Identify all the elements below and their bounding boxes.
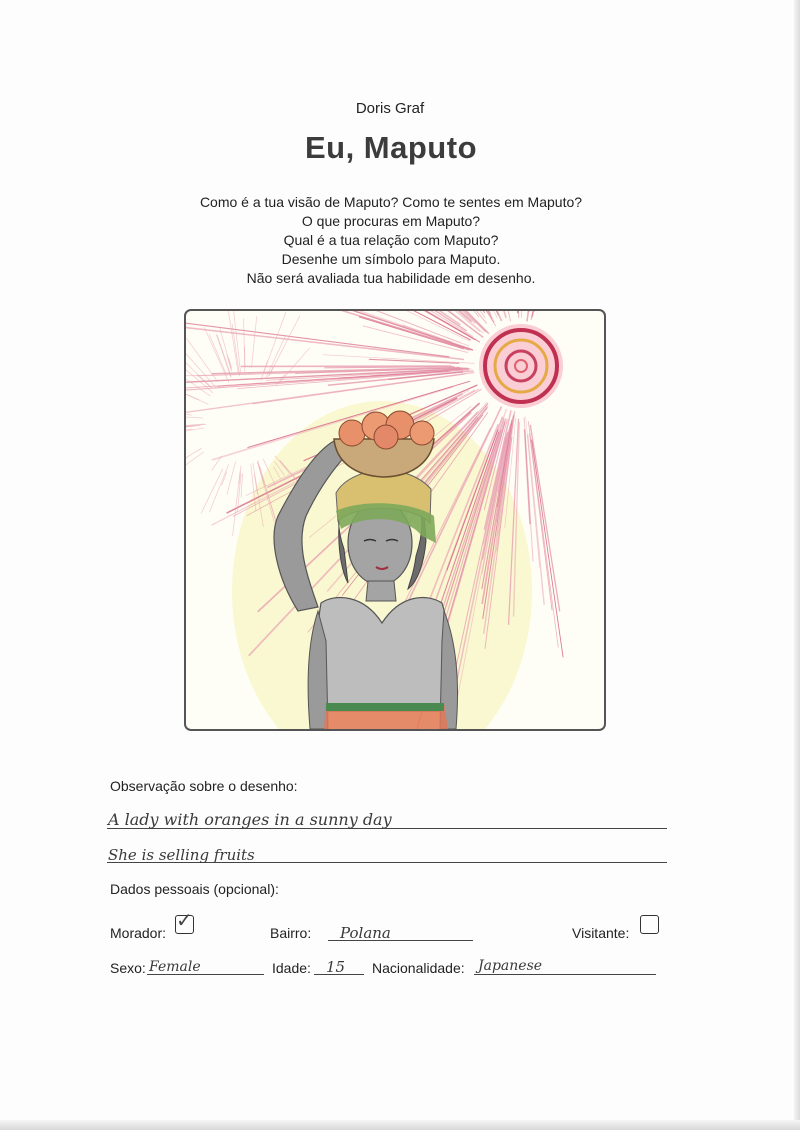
ray-stroke <box>186 413 192 415</box>
sun-ray-stroke <box>323 355 474 364</box>
sun-ray-stroke <box>534 311 597 312</box>
question-line: Não será avaliada tua habilidade em desenho. <box>246 270 536 286</box>
ray-stroke <box>186 413 203 418</box>
ray-stroke <box>227 356 232 372</box>
visitante-label: Visitante: <box>572 925 630 941</box>
sexo-label: Sexo: <box>110 960 146 976</box>
sun-ray-stroke <box>521 311 524 317</box>
ray-stroke <box>227 461 236 494</box>
drawing-illustration <box>186 311 604 729</box>
personal-data-label: Dados pessoais (opcional): <box>110 881 279 897</box>
prompt-questions <box>0 193 782 288</box>
ray-stroke <box>261 312 286 381</box>
morador-label: Morador: <box>110 925 167 941</box>
page-title: Eu, Maputo <box>304 130 478 165</box>
question-line: Qual é a tua relação com Maputo? <box>283 232 499 248</box>
sexo-value: Female <box>149 959 201 975</box>
sun-ray-stroke <box>527 311 549 321</box>
ray-stroke <box>241 474 243 498</box>
ray-stroke <box>186 428 204 437</box>
observation-text-1: A lady with oranges in a sunny day <box>108 810 392 829</box>
bairro-label: Bairro: <box>270 925 312 941</box>
author-name: Doris Graf <box>355 100 425 117</box>
sun-ray-stroke <box>402 325 452 342</box>
page-edge-shadow-bottom <box>0 1120 800 1130</box>
ray-stroke <box>251 316 256 367</box>
sun-icon <box>479 324 563 408</box>
nacionalidade-field[interactable] <box>474 974 656 975</box>
nacionalidade-label: Nacionalidade: <box>372 960 465 976</box>
ray-stroke <box>186 360 210 396</box>
idade-value: 15 <box>326 958 346 976</box>
ray-stroke <box>186 452 204 474</box>
drawing-frame <box>184 309 606 731</box>
checkmark-icon: ✓ <box>176 910 193 932</box>
page-edge-shadow <box>794 0 800 1130</box>
observation-label: Observação sobre o desenho: <box>110 778 298 794</box>
bairro-value: Polana <box>340 924 391 942</box>
nacionalidade-value: Japanese <box>478 958 543 974</box>
sun-ray-stroke <box>530 433 553 610</box>
sun-ray-stroke <box>532 311 555 317</box>
question-line: Desenhe um símbolo para Maputo. <box>281 251 501 267</box>
idade-label: Idade: <box>272 960 311 976</box>
sun-ray-stroke <box>186 316 449 356</box>
question-line: Como é a tua visão de Maputo? Como te sentes em Maputo? <box>199 194 583 210</box>
ray-stroke <box>209 464 228 512</box>
visitante-checkbox[interactable] <box>640 915 659 934</box>
sun-ray-stroke <box>513 311 517 313</box>
sun-ray-stroke <box>532 440 563 658</box>
observation-text-2: She is selling fruits <box>108 846 255 864</box>
ray-stroke <box>222 472 227 486</box>
sun-ray-stroke <box>531 311 596 320</box>
question-line: O que procuras em Maputo? <box>301 213 481 229</box>
ray-stroke <box>233 471 241 535</box>
